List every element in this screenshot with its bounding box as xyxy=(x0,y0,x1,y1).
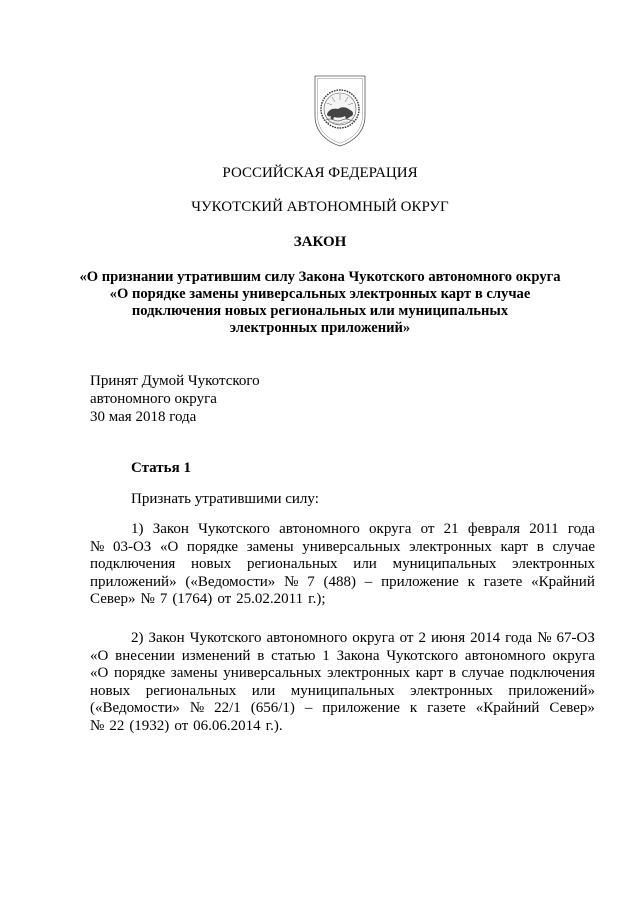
word: новых xyxy=(191,556,232,572)
word: приложений» xyxy=(90,573,177,590)
word: 21 xyxy=(443,521,459,537)
word: приложений» xyxy=(508,682,595,699)
word: от xyxy=(399,630,414,646)
word: февраля xyxy=(467,521,520,537)
word: № xyxy=(90,538,105,555)
article-item-2 xyxy=(90,630,595,735)
word: 2 xyxy=(418,630,426,646)
paragraph-line xyxy=(90,683,595,701)
word: 25.02.2011 xyxy=(236,591,304,607)
word: (1764) xyxy=(172,591,213,607)
word: июня xyxy=(430,630,466,646)
word: от xyxy=(174,717,189,734)
word: в xyxy=(257,647,265,664)
word: «О xyxy=(159,538,179,555)
word: № xyxy=(537,630,552,646)
word: 2014 xyxy=(470,630,501,646)
adoption-line: автономного округа xyxy=(90,391,217,407)
word: приложение xyxy=(322,700,400,716)
word: «Крайний xyxy=(531,573,595,590)
word: (656/1) xyxy=(250,700,295,716)
word: электронных xyxy=(512,556,595,572)
word: муниципальных xyxy=(290,682,395,699)
word: подключения xyxy=(509,665,595,681)
word: 1 xyxy=(322,647,330,664)
paragraph-line xyxy=(90,574,595,592)
word: года xyxy=(505,630,533,646)
word: региональных xyxy=(145,682,237,699)
word: Чукотского xyxy=(198,521,270,537)
word: приложение xyxy=(381,573,459,590)
word: г.); xyxy=(308,591,326,607)
word: № xyxy=(140,591,155,607)
word: внесении xyxy=(115,647,175,664)
word: округа xyxy=(552,647,595,664)
word: 2011 xyxy=(529,521,559,537)
word: от xyxy=(217,591,232,607)
word: автономного xyxy=(464,647,546,664)
word: «О xyxy=(90,665,109,681)
word: к xyxy=(409,700,418,716)
adoption-line: Принят Думой Чукотского xyxy=(90,373,260,389)
word: статью xyxy=(271,647,316,664)
word: замены xyxy=(170,665,218,681)
word: муниципальных xyxy=(392,556,497,572)
word: порядке xyxy=(186,538,239,555)
word: округа xyxy=(369,521,412,537)
word: случае xyxy=(461,665,505,681)
country-name: РОССИЙСКАЯ ФЕДЕРАЦИЯ xyxy=(222,165,418,181)
word: Север» xyxy=(90,591,136,607)
word: – xyxy=(364,573,373,590)
word: Закона xyxy=(336,647,380,664)
word: изменений xyxy=(181,647,251,664)
word: 22/1 xyxy=(214,700,241,716)
word: 2) xyxy=(131,630,144,646)
region-name: ЧУКОТСКИЙ АВТОНОМНЫЙ ОКРУГ xyxy=(191,199,449,215)
word: электронных xyxy=(327,665,410,681)
word: новых xyxy=(90,682,131,699)
word: автономного xyxy=(279,521,360,537)
word: подключения xyxy=(90,556,176,572)
paragraph-line xyxy=(90,648,595,666)
word: Чукотского xyxy=(189,630,262,646)
law-title-line: подключения новых региональных или муниципальных xyxy=(131,303,509,319)
word: газете xyxy=(427,700,466,716)
word: № xyxy=(90,717,105,734)
word: или xyxy=(251,682,276,699)
word: порядке xyxy=(113,665,166,681)
word: электронных xyxy=(410,682,493,699)
word: Закон xyxy=(152,521,189,537)
word: округа xyxy=(352,630,395,646)
law-title-line: электронных приложений» xyxy=(229,320,411,336)
adoption-date: 30 мая 2018 года xyxy=(90,409,197,425)
adoption-info xyxy=(90,372,340,426)
word: или xyxy=(353,556,377,572)
word: 22 xyxy=(109,717,125,734)
word: автономного xyxy=(266,630,348,646)
word: карт xyxy=(500,538,529,555)
word: 1) xyxy=(131,521,144,537)
paragraph-line xyxy=(90,700,595,718)
word: Север» xyxy=(549,700,595,716)
paragraph-line xyxy=(90,539,595,557)
paragraph-line xyxy=(90,630,595,648)
word: 03-ОЗ xyxy=(112,538,152,555)
document-type: ЗАКОН xyxy=(293,234,347,250)
word: универсальных xyxy=(223,665,322,681)
paragraph-line xyxy=(90,665,595,683)
word: в xyxy=(448,665,456,681)
law-title xyxy=(60,269,580,337)
word: (488) xyxy=(323,573,356,590)
paragraph-line xyxy=(90,521,595,539)
word: 67-ОЗ xyxy=(556,630,595,646)
word: электронных xyxy=(409,538,492,555)
word: от xyxy=(420,521,435,537)
law-title-line: «О порядке замены универсальных электронных карт в случае xyxy=(109,286,531,302)
word: в xyxy=(536,538,544,555)
coat-of-arms-icon xyxy=(296,72,384,148)
paragraph-line xyxy=(90,591,595,609)
word: («Ведомости» xyxy=(90,700,180,716)
word: 06.06.2014 xyxy=(193,717,261,734)
word: («Ведомости» xyxy=(185,573,276,590)
word: № xyxy=(189,700,205,716)
word: региональных xyxy=(246,556,338,572)
word: Закон xyxy=(148,630,185,646)
word: – xyxy=(304,700,313,716)
word: г.). xyxy=(265,717,283,734)
paragraph-line xyxy=(90,556,595,574)
article-item-1 xyxy=(90,521,595,609)
word: года xyxy=(567,521,595,537)
word: карт xyxy=(415,665,444,681)
word: универсальных xyxy=(302,538,401,555)
word: «Крайний xyxy=(475,700,540,716)
word: замены xyxy=(246,538,294,555)
article-intro: Признать утратившими силу: xyxy=(131,491,319,507)
article-heading: Статья 1 xyxy=(131,460,191,476)
word: № xyxy=(284,573,299,590)
word: газете xyxy=(483,573,523,590)
word: 7 xyxy=(159,591,168,607)
word: «О xyxy=(90,647,109,664)
word: случае xyxy=(552,538,595,555)
word: (1932) xyxy=(129,717,170,734)
word: 7 xyxy=(307,573,315,590)
word: Чукотского xyxy=(386,647,459,664)
word: к xyxy=(467,573,475,590)
paragraph-line xyxy=(90,718,595,736)
law-title-line: «О признании утратившим силу Закона Чукотского автономного округа xyxy=(79,269,561,285)
